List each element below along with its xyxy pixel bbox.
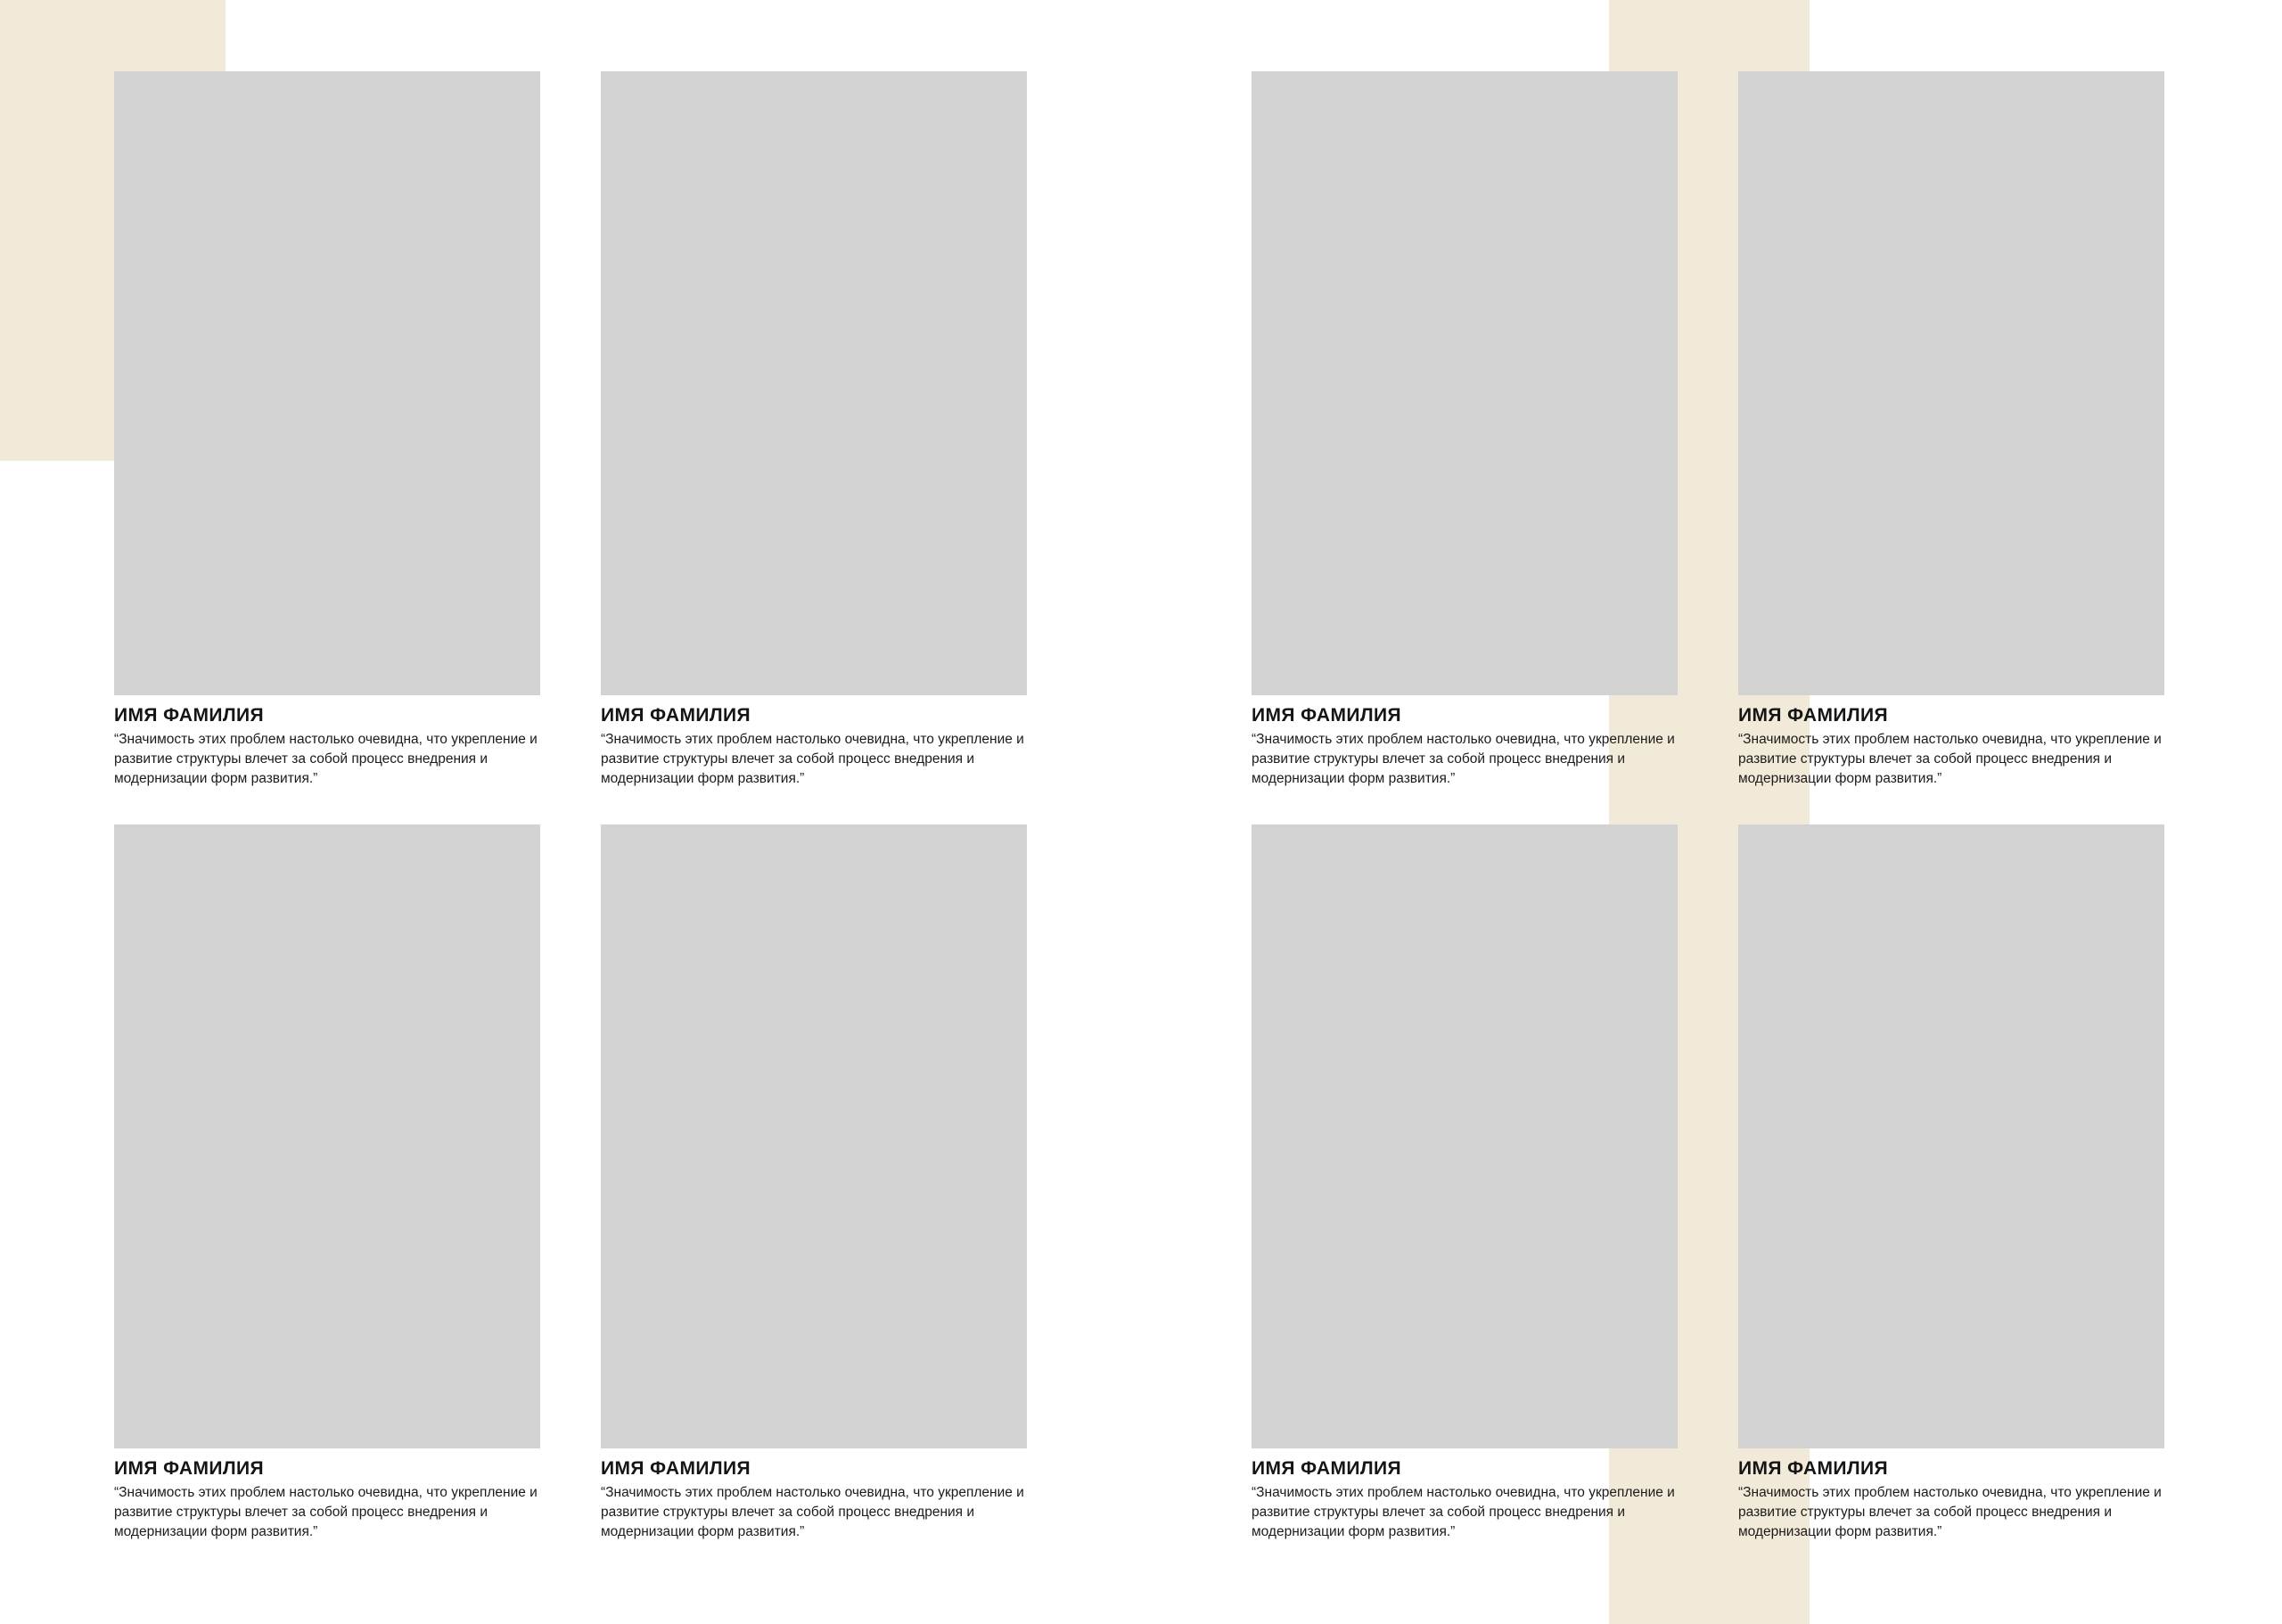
portrait-photo-placeholder [601,824,1027,1448]
profile-quote: “Значимость этих проблем настолько очевидна, что укрепление и развитие структуры влечет за собой процесс внедрения и модернизации форм развития.” [601,1485,1024,1540]
portrait-photo-placeholder [1738,824,2164,1448]
profile-name: ИМЯ ФАМИЛИЯ [1738,705,1888,726]
profile-quote: “Значимость этих проблем настолько очевидна, что укрепление и развитие структуры влечет за собой процесс внедрения и модернизации форм развития.” [114,1485,538,1540]
profile-quote: “Значимость этих проблем настолько очевидна, что укрепление и развитие структуры влечет за собой процесс внедрения и модернизации форм развития.” [1738,1485,2162,1540]
profile-name: ИМЯ ФАМИЛИЯ [1252,1458,1401,1479]
profile-card [601,71,1027,789]
profile-quote: “Значимость этих проблем настолько очевидна, что укрепление и развитие структуры влечет за собой процесс внедрения и модернизации форм развития.” [601,732,1024,787]
portrait-photo-placeholder [114,71,540,695]
profile-quote: “Значимость этих проблем настолько очевидна, что укрепление и развитие структуры влечет за собой процесс внедрения и модернизации форм развития.” [114,732,538,787]
portrait-photo-placeholder [1252,71,1678,695]
profile-card [114,824,540,1542]
profile-card [601,824,1027,1542]
profile-name: ИМЯ ФАМИЛИЯ [601,705,751,726]
profile-quote: “Значимость этих проблем настолько очевидна, что укрепление и развитие структуры влечет за собой процесс внедрения и модернизации форм развития.” [1252,732,1675,787]
profile-quote: “Значимость этих проблем настолько очевидна, что укрепление и развитие структуры влечет за собой процесс внедрения и модернизации форм развития.” [1738,732,2162,787]
profile-name: ИМЯ ФАМИЛИЯ [114,1458,264,1479]
profile-card [1738,71,2164,789]
profile-card [1252,824,1678,1542]
profile-card [114,71,540,789]
profile-quote: “Значимость этих проблем настолько очевидна, что укрепление и развитие структуры влечет за собой процесс внедрения и модернизации форм развития.” [1252,1485,1675,1540]
portrait-photo-placeholder [601,71,1027,695]
profile-name: ИМЯ ФАМИЛИЯ [1738,1458,1888,1479]
profile-name: ИМЯ ФАМИЛИЯ [1252,705,1401,726]
profile-name: ИМЯ ФАМИЛИЯ [114,705,264,726]
portrait-photo-placeholder [114,824,540,1448]
portrait-photo-placeholder [1738,71,2164,695]
profile-card [1252,71,1678,789]
profile-card [1738,824,2164,1542]
profile-name: ИМЯ ФАМИЛИЯ [601,1458,751,1479]
portrait-photo-placeholder [1252,824,1678,1448]
